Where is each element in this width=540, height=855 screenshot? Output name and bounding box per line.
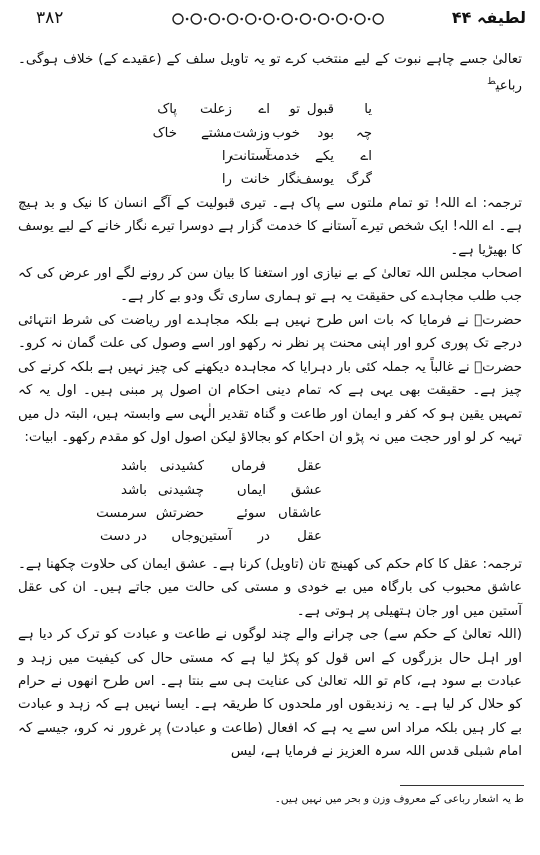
ornament-ring [373, 14, 383, 24]
abyat-verses [18, 455, 522, 549]
ornament-dot [204, 18, 207, 21]
ornament-dot [259, 18, 262, 21]
ornament-dot [313, 18, 316, 21]
ruba-i-line [18, 168, 522, 191]
verse-word: چشیدنی [157, 482, 204, 498]
verse-word: گرگ [346, 172, 372, 188]
verse-word: قبول [306, 102, 334, 118]
ornament-dot [368, 18, 371, 21]
verse-word: یا [364, 102, 372, 118]
footnote-text: یہ اشعار رباعی کے معروف وزن و بحر میں نہیں ہیں۔ [274, 793, 511, 805]
ornament-dot [277, 18, 280, 21]
ornament-dot [222, 18, 225, 21]
verse-word: اے [258, 102, 270, 118]
ornament-rings-icon [170, 12, 384, 26]
footnote-divider [400, 785, 524, 786]
ornament-dot [331, 18, 334, 21]
verse-word: باشد [120, 459, 147, 475]
paragraph-majlis: اصحاب مجلس اللہ تعالیٰ کے بے نیازی اور استغنا کا بیان سن کر رونے لگے اور عرض کی کہ جب طلب مجاہدے کی حقیقت یہ ہے تو ہماری ساری تگ ودو بے کار ہے۔ [18, 266, 522, 305]
chapter-title: لطیفہ ۴۴ [451, 8, 526, 27]
verse-word: وجاں [171, 529, 200, 545]
ruba-i-line [18, 145, 522, 168]
footnote-mark: ط [514, 793, 524, 805]
ornament-ring [209, 14, 219, 24]
footnote-reference: ط [487, 77, 496, 88]
abyat-line [18, 479, 522, 502]
abyat-line [18, 502, 522, 525]
header-ornament [170, 12, 384, 26]
ornament-ring [337, 14, 347, 24]
ornament-ring [191, 14, 201, 24]
paragraph-translation-1: ترجمہ: اے اللہ! تو تمام ملتوں سے پاک ہے۔ تیری قبولیت کے آگے انسان کا نیک و بد ہیچ ہے۔ اے اللہ! ایک شخص تیرے آستانے کا خدمت گزار ہے دوسرا تیرے نگار خانے کے لیے یوسف کا بھیڑیا ہے۔ [18, 195, 522, 258]
verse-word: خوب [272, 125, 300, 141]
paragraph-translation-2: ترجمہ: عقل کا کام حکم کی کھینچ تان (تاویل) کرنا ہے۔ عشق ایمان کی حلاوت چکھنا ہے۔ عاشق محبوب کی بارگاہ میں بے خودی و مستی کی حالت میں جاتے ہیں۔ ان کی عقل آستین میں اور جان ہتھیلی پر ہوتی ہے۔ [18, 556, 522, 619]
verse-word: سرمست [96, 506, 147, 522]
ornament-dot [295, 18, 298, 21]
verse-word: اے [360, 149, 372, 165]
ornament-ring [246, 14, 256, 24]
verse-word: زعلت [199, 102, 232, 118]
verse-word: یوسف [298, 172, 334, 188]
verse-word: عقل [297, 529, 322, 545]
ruba-i-verses [18, 98, 522, 192]
verse-word: تو [289, 102, 300, 118]
verse-word: چہ [355, 125, 372, 141]
page-number: ۳۸۲ [36, 8, 64, 28]
verse-word: باشد [120, 482, 147, 498]
abyat-line [18, 455, 522, 478]
ornament-ring [173, 14, 183, 24]
ornament-ring [282, 14, 292, 24]
ornament-ring [319, 14, 329, 24]
verse-word: را [221, 149, 232, 165]
ornament-dot [350, 18, 353, 21]
ruba-i-line [18, 122, 522, 145]
ornament-dot [186, 18, 189, 21]
paragraph-hazrat: حضرتؒ نے فرمایا کہ بات اس طرح نہیں ہے بلکہ مجاہدے اور ریاضت کی شرط انتہائی درجے تک پوری کرو اور اپنی محنت پر نظر نہ رکھو اور اسے وصول کی علت گمان نہ کرو۔ حضرتؒ نے غالباً یہ جملہ کئی بار دہرایا کہ مجاہدہ دیکھنے کی چیز نہیں ہے بلکہ کرنے کی چیز ہے۔ حقیقت بھی یہی ہے کہ تمام دینی احکام ان اصول پر مبنی ہیں۔ اول یہ کہ تمہیں یقین ہو کہ کفر و ایمان اور طاعت و گناہ تقدیر الٰہی سے وابستہ ہیں، البتہ دل میں تہیہ کر لو اور حجت میں نہ پڑو ان احکام کو بجالاؤ لیکن اصول اول کو مقدم رکھو۔ ابیات: [18, 312, 522, 445]
abyat-line [18, 525, 522, 548]
verse-word: را [221, 172, 232, 188]
verse-word: ایماں [236, 482, 266, 498]
ornament-ring [228, 14, 238, 24]
verse-word: آستانت [230, 149, 270, 165]
verse-word: در دست [99, 529, 147, 545]
verse-word: کشیدنی [159, 459, 204, 475]
ornament-ring [264, 14, 274, 24]
ruba-i-line [18, 98, 522, 121]
verse-word: حضرتش [155, 506, 204, 522]
verse-word: یکے [315, 149, 334, 165]
verse-word: بود [317, 125, 334, 141]
page-header [14, 6, 526, 32]
verse-word: عاشقاں [278, 506, 322, 522]
verse-word: عشق [290, 482, 322, 498]
verse-word: وزشت [232, 125, 270, 141]
verse-word: خدمت [264, 149, 300, 165]
footnote [275, 793, 524, 805]
paragraph-intro: تعالیٰ جسے چاہے نبوت کے لیے منتخب کرے تو یہ تاویل سلف کے (عقیدے کے) خلاف ہوگی۔ رباعی$^ط$ [18, 52, 522, 94]
verse-word: آستین [198, 529, 232, 545]
verse-word: عقل [297, 459, 322, 475]
verse-word: مشتے [200, 125, 232, 141]
verse-word: خاک [152, 125, 177, 141]
verse-word: سوئے [236, 506, 266, 522]
ornament-dot [240, 18, 243, 21]
ornament-ring [300, 14, 310, 24]
verse-word: نگار [278, 172, 300, 188]
verse-word: فرماں [231, 459, 266, 475]
page-body [18, 48, 522, 764]
ornament-ring [355, 14, 365, 24]
verse-word: در [257, 529, 270, 545]
paragraph-closing: (اللہ تعالیٰ کے حکم سے) جی چرانے والے چند لوگوں نے طاعت و عبادت کو ترک کر دیا ہے اور اہل حال بزرگوں کے اس قول کو پکڑ لیا ہے کہ مستی حال کی کیفیت میں زہد و عبادت بے سود ہے، کام تو اللہ تعالیٰ کی عنایت ہی سے بنتا ہے۔ اس طرح انھوں نے حرام کو حلال کر لیا ہے۔ یہ زندیقوں اور ملحدوں کا طریقہ ہے۔ ایسا نہیں ہے کہ زہد و عبادت بے کار ہیں بلکہ مراد اس سے یہ ہے کہ افعال (طاعت و عبادت) پر غرور نہ کرو، جیسے کہ امام شبلی قدس اللہ سرہ العزیز نے فرمایا ہے، لیس [18, 627, 522, 760]
verse-word: پاک [157, 102, 177, 118]
verse-word: خانت [240, 172, 270, 188]
